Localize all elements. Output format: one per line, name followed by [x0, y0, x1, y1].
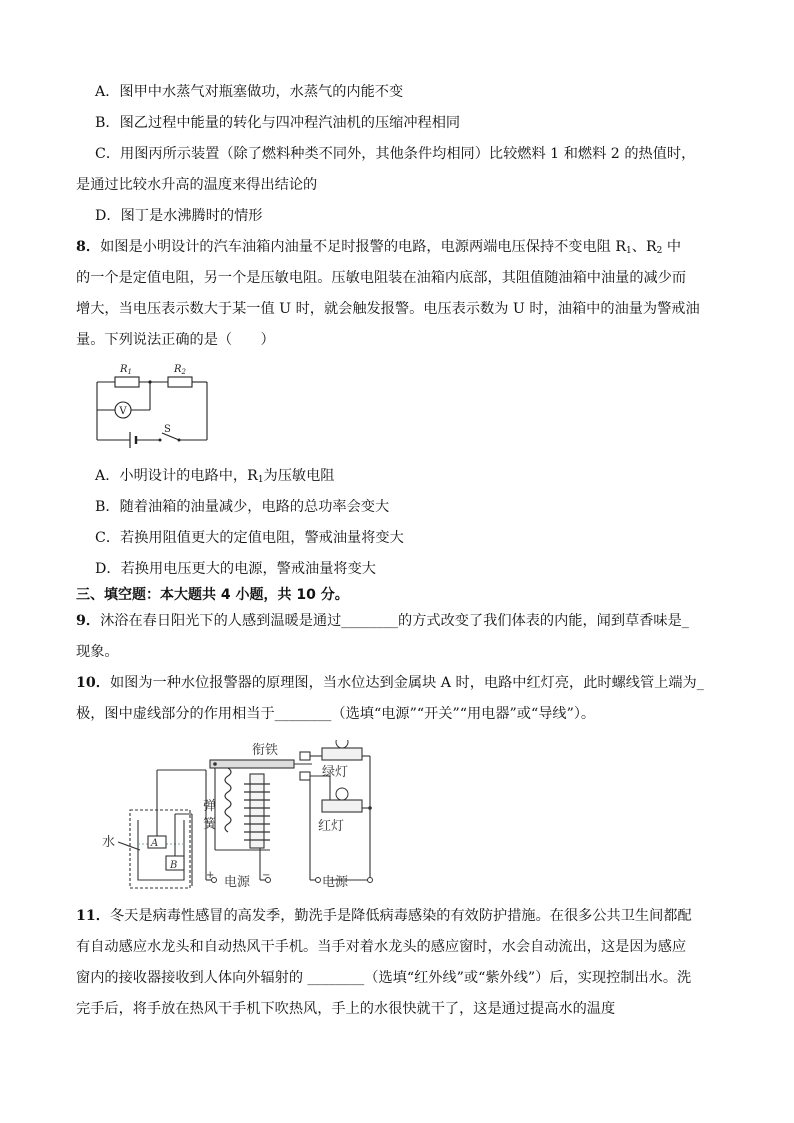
minus-terminal-label: − — [262, 870, 271, 881]
q7-option-c-line1: C．用图丙所示装置（除了燃料种类不同外，其他条件均相同）比较燃料 1 和燃料 2 的热值时， — [95, 146, 696, 162]
red-lamp-bulb — [336, 788, 348, 800]
q7-option-d: D．图丁是水沸腾时的情形 — [95, 208, 263, 224]
q10-line1: 10．如图为一种水位报警器的原理图，当水位达到金属块 A 时，电路中红灯亮，此时螺线管上端为_ — [76, 675, 704, 691]
armature — [210, 760, 294, 768]
resistor-r1 — [115, 377, 139, 387]
green-lamp-base — [322, 748, 362, 760]
q10-water-alarm-diagram — [100, 740, 380, 892]
q8-option-c: C．若换用阻值更大的定值电阻，警戒油量将变大 — [95, 530, 404, 546]
water-level-sensor-box — [130, 810, 190, 888]
plus-terminal-label: + — [206, 870, 215, 881]
q8-stem-line1: 8．如图是小明设计的汽车油箱内油量不足时报警的电路，电源两端电压保持不变电阻 $R_1$、$R_2$ 中 — [76, 239, 682, 256]
q8-number: 8． — [76, 239, 101, 255]
resistor-r2 — [168, 377, 192, 387]
red-lamp-label: 红灯 — [318, 819, 345, 834]
red-lamp-base — [322, 800, 362, 812]
power-label-2: 电源 — [322, 875, 349, 890]
q8-stem-line4: 量。下列说法正确的是（ ） — [76, 332, 275, 348]
q11-line3: 窗内的接收器接收到人体向外辐射的 ________（选填“红外线”或“紫外线”）后，实现控制出水。洗 — [76, 970, 692, 986]
power-label-1: 电源 — [224, 875, 251, 890]
voltmeter-label: V — [119, 406, 127, 417]
q8-option-b: B．随着油箱的油量减少，电路的总功率会变大 — [95, 499, 390, 515]
q8-option-a: A．小明设计的电路中，$R_1$为压敏电阻 — [95, 468, 335, 485]
q11-line2: 有自动感应水龙头和自动热风干手机。当手对着水龙头的感应窗时，水会自动流出，这是因为感应 — [76, 939, 687, 955]
q9-line2: 现象。 — [76, 644, 119, 660]
q8-circuit-diagram — [88, 360, 218, 448]
block-b-label: B — [170, 860, 178, 871]
q11-line1: 11．冬天是病毒性感冒的高发季，勤洗手是降低病毒感染的有效防护措施。在很多公共卫生间都配 — [76, 908, 692, 924]
q10-line2: 极，图中虚线部分的作用相当于________（选填“电源”“开关”“用电器”或“导线”）。 — [76, 706, 596, 722]
spring-label-2: 簧 — [203, 817, 217, 832]
section-3-heading: 三、填空题：本大题共 4 小题，共 10 分。 — [76, 587, 349, 603]
spring-coil — [225, 768, 231, 832]
electromagnet-core — [250, 774, 264, 848]
green-lamp-label: 绿灯 — [322, 765, 349, 780]
switch-label: S — [164, 424, 171, 435]
block-a-label: A — [151, 838, 159, 849]
water-label: 水 — [102, 835, 116, 850]
r2-label: $R_2$ — [174, 364, 186, 376]
q8-option-d: D．若换用电压更大的电源，警戒油量将变大 — [95, 561, 376, 577]
q7-option-a: A．图甲中水蒸气对瓶塞做功，水蒸气的内能不变 — [95, 84, 404, 100]
q8-stem-line2: 的一个是定值电阻，另一个是压敏电阻。压敏电阻装在油箱内底部，其阻值随油箱中油量的减少而 — [76, 270, 687, 286]
q8-stem-line3: 增大，当电压表示数大于某一值 U 时，就会触发报警。电压表示数为 U 时，油箱中的油量为警戒油 — [76, 301, 700, 317]
q9-line1: 9．沐浴在春日阳光下的人感到温暖是通过________的方式改变了我们体表的内能，闻到草香味是_ — [76, 613, 689, 629]
q7-option-c-line2: 是通过比较水升高的温度来得出结论的 — [76, 177, 318, 193]
armature-label: 衔铁 — [252, 743, 279, 758]
q11-line4: 完手后，将手放在热风干手机下吹热风，手上的水很快就干了，这是通过提高水的温度 — [76, 1001, 616, 1017]
green-lamp-bulb — [336, 740, 348, 748]
q7-option-b: B．图乙过程中能量的转化与四冲程汽油机的压缩冲程相同 — [95, 115, 461, 131]
spring-label-1: 弹 — [203, 799, 217, 814]
r1-label: $R_1$ — [120, 364, 132, 376]
